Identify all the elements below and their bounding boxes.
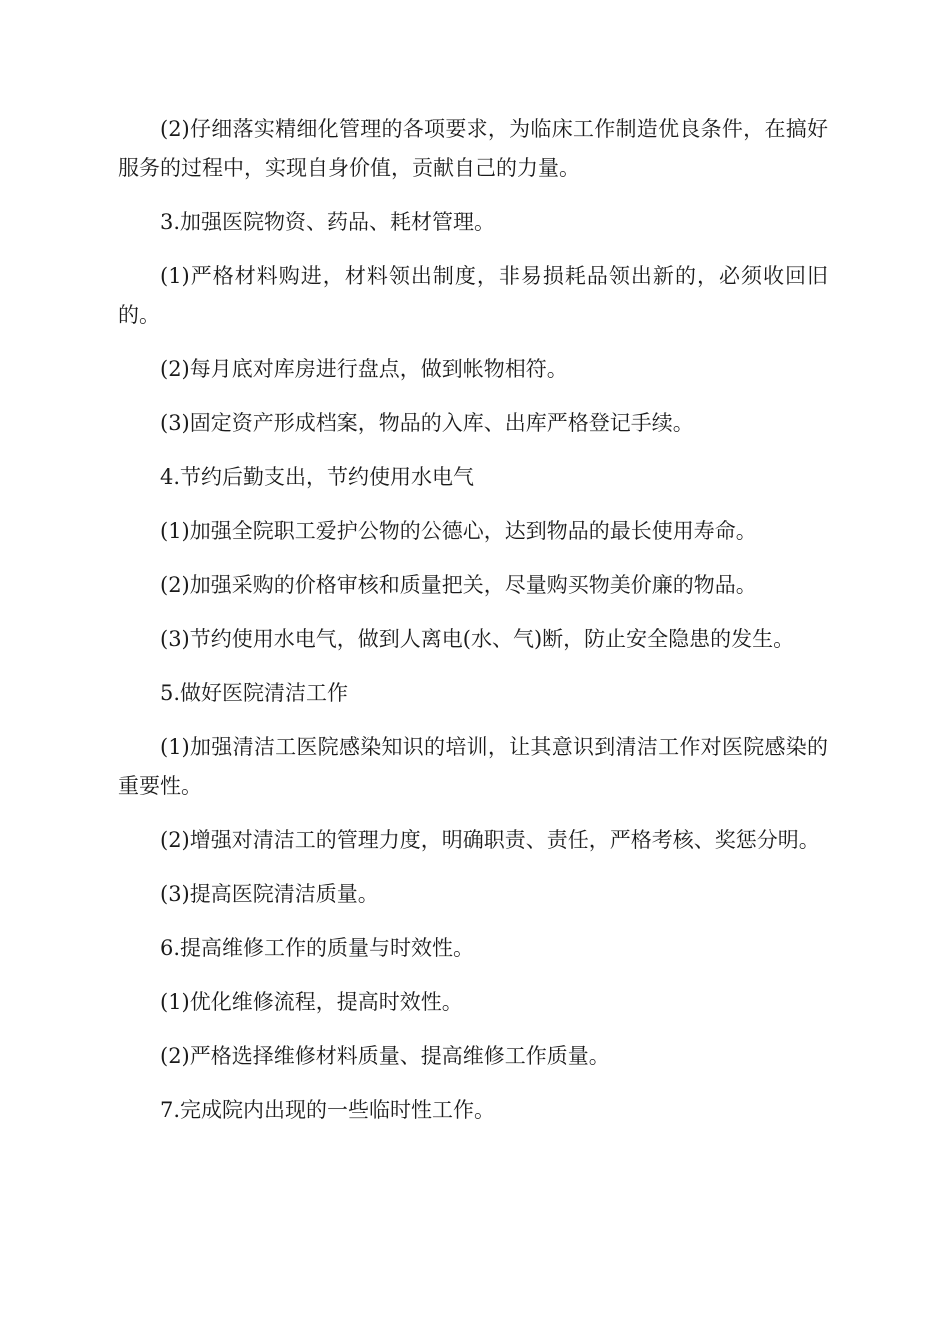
paragraph: (2)严格选择维修材料质量、提高维修工作质量。 [160,1044,610,1068]
paragraph: (3)固定资产形成档案，物品的入库、出库严格登记手续。 [160,411,694,435]
paragraph: (2)仔细落实精细化管理的各项要求，为临床工作制造优良条件，在搞好服务的过程中，实现自身价值，贡献自己的力量。 [118,117,828,180]
section-heading: 3.加强医院物资、药品、耗材管理。 [160,210,496,234]
paragraph: (2)增强对清洁工的管理力度，明确职责、责任，严格考核、奖惩分明。 [160,828,820,852]
paragraph: (1)加强清洁工医院感染知识的培训，让其意识到清洁工作对医院感染的重要性。 [118,735,828,798]
paragraph: (1)严格材料购进，材料领出制度，非易损耗品领出新的，必须收回旧的。 [118,264,828,327]
paragraph: (1)加强全院职工爱护公物的公德心，达到物品的最长使用寿命。 [160,519,757,543]
paragraph: (3)提高医院清洁质量。 [160,882,379,906]
section-heading: 4.节约后勤支出，节约使用水电气 [160,465,475,489]
paragraph: (1)优化维修流程，提高时效性。 [160,990,463,1014]
section-heading: 6.提高维修工作的质量与时效性。 [160,936,475,960]
paragraph: (2)加强采购的价格审核和质量把关，尽量购买物美价廉的物品。 [160,573,757,597]
section-heading: 5.做好医院清洁工作 [160,681,349,705]
document-body [118,110,828,1145]
section-heading: 7.完成院内出现的一些临时性工作。 [160,1098,496,1122]
paragraph: (2)每月底对库房进行盘点，做到帐物相符。 [160,357,568,381]
paragraph: (3)节约使用水电气，做到人离电(水、气)断，防止安全隐患的发生。 [160,627,795,651]
